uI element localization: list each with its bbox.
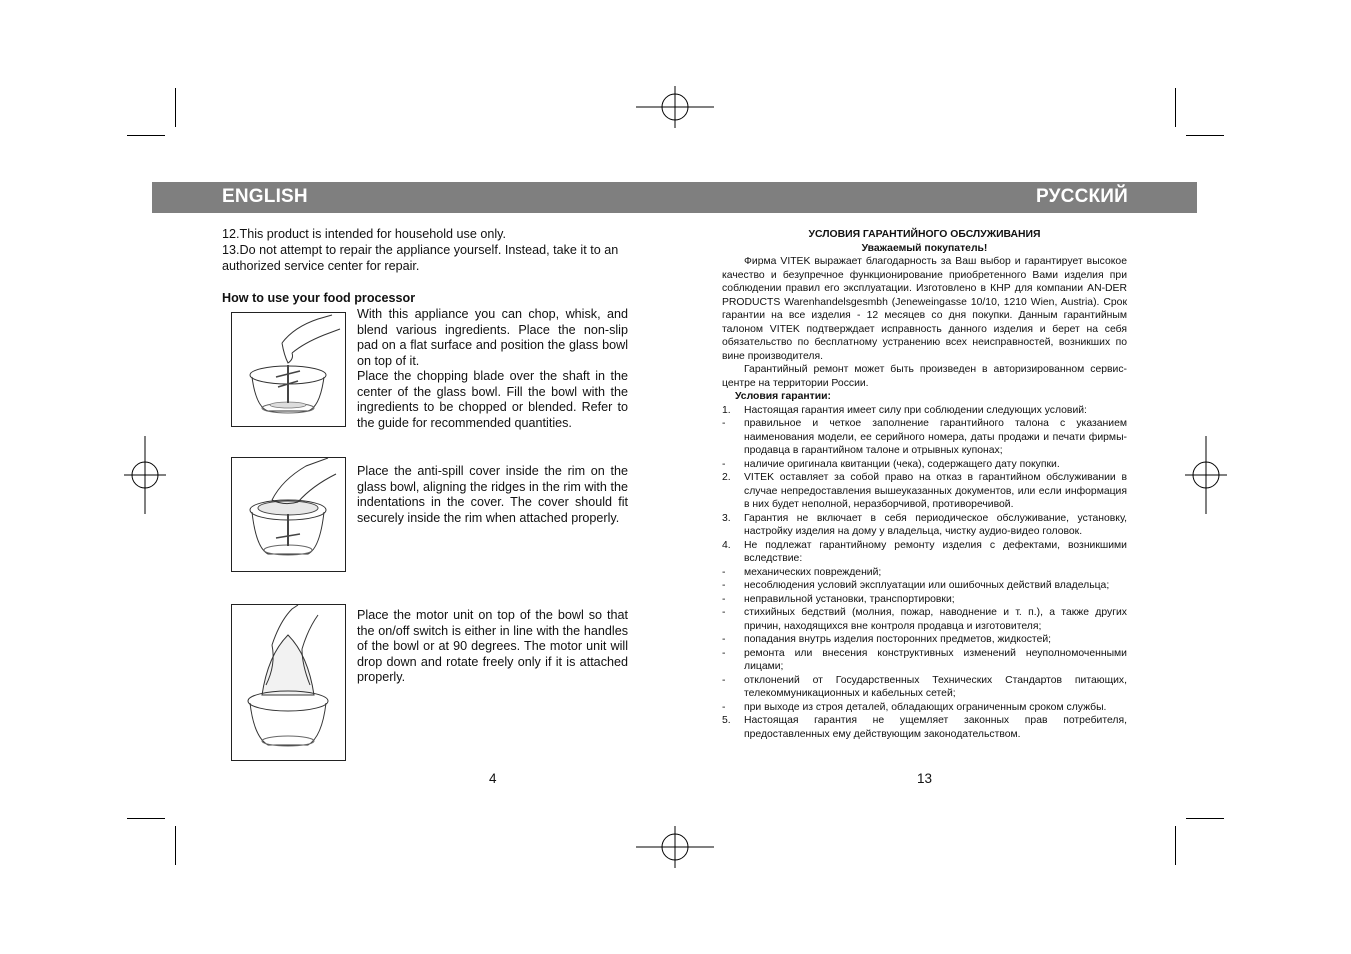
list-item-text: механических повреждений; [744,566,882,578]
page-number-left: 4 [489,771,497,786]
warranty-title: УСЛОВИЯ ГАРАНТИЙНОГО ОБСЛУЖИВАНИЯ [808,229,1041,240]
list-item [722,633,1127,647]
list-marker: 3. [722,512,731,524]
list-item [722,647,1127,674]
list-marker: 2. [722,472,731,483]
figure-anti-spill-cover [231,457,346,572]
list-marker: - [722,593,726,605]
list-item [722,701,1127,715]
section-heading: How to use your food processor [222,291,416,305]
list-item [722,606,1127,633]
list-item [722,593,1127,607]
list-marker: - [722,634,726,645]
crop-mark [175,88,176,127]
list-item-text: стихийных бедствий (молния, пожар, наводнение и т. п.), а также других причин, находящихся вне контроля продавца и изготовителя; [744,607,1127,632]
list-marker: 4. [722,539,731,551]
safety-note-12: 12.This product is intended for household use only. [222,227,507,241]
step-1-paragraph: Place the chopping blade over the shaft in the center of the glass bowl. Fill the bowl with the ingredients to be chopped or blended. Refer to the guide for recommended quantities. [357,369,628,430]
list-marker: - [722,701,726,713]
registration-mark [1185,436,1227,514]
russian-heading: РУССКИЙ [1036,186,1128,207]
russian-warranty-section [722,228,1127,741]
list-item [722,566,1127,580]
list-item-text: несоблюдения условий эксплуатации или ошибочных действий владельца; [744,580,1110,591]
list-item [722,674,1127,701]
list-marker: - [722,674,726,686]
list-item-text: Гарантия не включает в себя периодическое обслуживание, установку, настройку изделия на дому у владельца, чистку аудио-видео головок. [744,512,1127,537]
conditions-list [722,404,1127,742]
language-header-bar [152,182,1197,213]
step-3-text [357,608,628,686]
registration-mark [636,826,714,868]
crop-mark [127,135,165,136]
step-2-text [357,464,628,526]
list-item [722,539,1127,566]
warranty-paragraph: Гарантийный ремонт может быть произведен в авторизированном сервис-центре на территории России. [722,364,1127,389]
crop-mark [1186,818,1224,819]
list-marker: - [722,418,726,429]
list-item-text: попадания внутрь изделия посторонних предметов, жидкостей; [744,634,1052,645]
step-1-text [357,307,628,431]
step-1-paragraph: With this appliance you can chop, whisk, and blend various ingredients. Place the non-slip pad on a flat surface and position the glass bowl on top of it. [357,307,628,368]
list-item-text: наличие оригинала квитанции (чека), содержащего дату покупки. [744,458,1060,470]
figure-chopping-blade [231,312,346,427]
list-marker: - [722,607,726,618]
english-intro [222,226,628,274]
warranty-paragraph: Фирма VITEK выражает благодарность за Ваш выбор и гарантирует высокое качество и безупречное функционирование приобретенного Вами изделия при соблюдении правил его эксплуатации. Изготовлено в КНР для компании AN-DER PRODUCTS Warenhandelsgesmbh (Jeneweingasse 10/10, 1210 Wien, Austria). Срок гарантии на все изделия - 12 месяцев со дня покупки. Данным гарантийным талоном VITEK подтверждает исправность данного изделия и берет на себя обязательство по бесплатному устранению всех неисправностей, возникших по вине производителя. [722,256,1127,362]
safety-note-13: 13.Do not attempt to repair the appliance yourself. Instead, take it to an authorized service center for repair. [222,243,619,273]
list-item-text: неправильной установки, транспортировки; [744,593,955,605]
list-item-text: VITEK оставляет за собой право на отказ в гарантийном обслуживании в случае непредоставления вышеуказанных документов, или если информация в них будет неполной, неразборчивой, противоречивой. [744,472,1127,510]
list-item-text: ремонта или внесения конструктивных изменений неуполномоченными лицами; [744,647,1127,672]
crop-mark [1175,826,1176,865]
list-item [722,471,1127,512]
crop-mark [127,818,165,819]
list-item-text: Настоящая гарантия не ущемляет законных прав потребителя, предоставленных ему действующим законодательством. [744,715,1127,740]
list-item-text: отклонений от Государственных Технических Стандартов питающих, телекоммуникационных и кабельных сетей; [744,674,1127,699]
page-number-right: 13 [917,771,933,786]
step-2-paragraph: Place the anti-spill cover inside the rim on the glass bowl, aligning the ridges in the rim with the indentations in the cover. The cover should fit securely inside the rim when attached properly. [357,464,628,525]
crop-mark [175,826,176,865]
list-marker: - [722,580,726,591]
list-item [722,458,1127,472]
registration-mark [636,86,714,128]
list-item [722,714,1127,741]
list-marker: 5. [722,715,731,726]
list-item-text: при выходе из строя деталей, обладающих ограниченным сроком службы. [744,701,1107,713]
crop-mark [1186,135,1224,136]
list-item [722,579,1127,593]
list-marker: - [722,458,726,470]
list-marker: - [722,647,726,659]
list-item [722,512,1127,539]
conditions-heading: Условия гарантии: [735,391,831,402]
list-item-text: Настоящая гарантия имеет силу при соблюдении следующих условий: [744,404,1087,416]
english-heading: ENGLISH [222,186,308,207]
list-item [722,417,1127,458]
list-item-text: Не подлежат гарантийному ремонту изделия с дефектами, возникшими вследствие: [744,539,1127,564]
step-3-paragraph: Place the motor unit on top of the bowl so that the on/off switch is either in line with the handles of the bowl or at 90 degrees. The motor unit will drop down and rotate freely only if it is attached properly. [357,608,628,684]
list-marker: 1. [722,404,731,416]
list-marker: - [722,566,726,578]
list-item [722,404,1127,418]
registration-mark [124,436,166,514]
figure-motor-unit [231,604,346,761]
list-item-text: правильное и четкое заполнение гарантийного талона с указанием наименования модели, ее серийного номера, даты продажи и печати фирмы-продавца в гарантийном талоне и отрывных купонах; [744,418,1127,456]
crop-mark [1175,88,1176,127]
warranty-subtitle: Уважаемый покупатель! [861,242,988,254]
